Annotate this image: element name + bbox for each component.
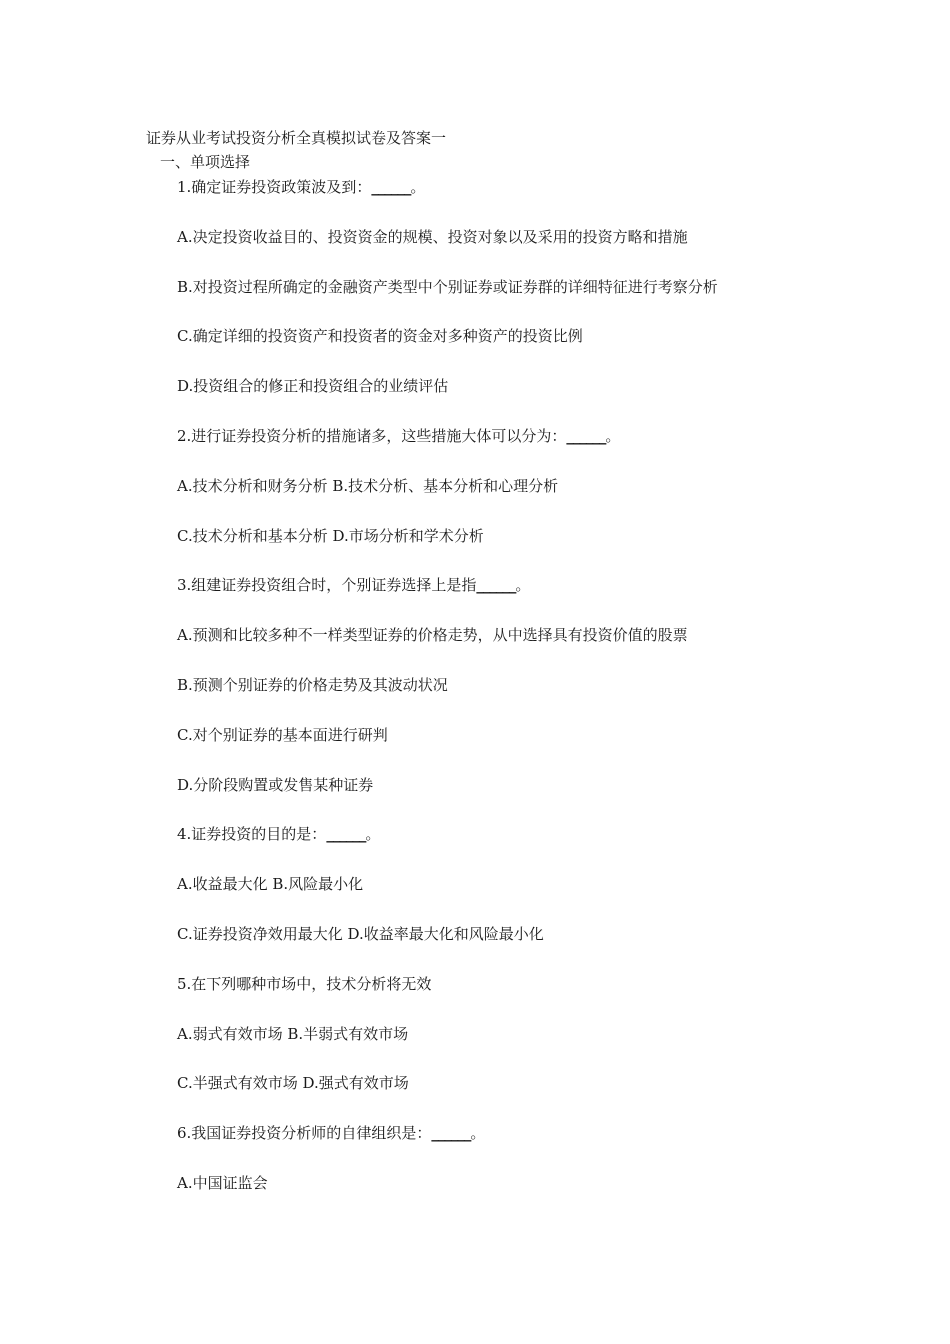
- option-text: B.对投资过程所确定的金融资产类型中个别证券或证券群的详细特征进行考察分析: [177, 278, 718, 296]
- option-text: D.投资组合的修正和投资组合的业绩评估: [177, 377, 449, 395]
- question-text: 6.我国证券投资分析师的自律组织是：: [177, 1124, 432, 1142]
- question-stem: [177, 824, 380, 844]
- answer-blank: ______: [431, 1124, 471, 1142]
- option-text: C.证券投资净效用最大化 D.收益率最大化和风险最小化: [177, 925, 544, 943]
- answer-option: [177, 376, 448, 396]
- question-stem: [177, 575, 530, 595]
- option-text: C.技术分析和基本分析 D.市场分析和学术分析: [177, 527, 484, 545]
- answer-option: [177, 625, 688, 645]
- answer-blank: ______: [326, 825, 366, 843]
- answer-option: [177, 227, 688, 247]
- option-text: A.弱式有效市场 B.半弱式有效市场: [177, 1025, 409, 1043]
- answer-option: [177, 277, 718, 297]
- answer-option: [177, 326, 583, 346]
- option-text: A.决定投资收益目的、投资资金的规模、投资对象以及采用的投资方略和措施: [177, 228, 688, 246]
- question-punctuation: 。: [605, 427, 621, 445]
- document-title: 证券从业考试投资分析全真模拟试卷及答案一: [146, 129, 447, 147]
- question-text: 2.进行证券投资分析的措施诸多，这些措施大体可以分为：: [177, 427, 567, 445]
- option-text: A.收益最大化 B.风险最小化: [177, 875, 364, 893]
- answer-option: [177, 476, 558, 496]
- question-punctuation: 。: [515, 576, 531, 594]
- option-text: A.中国证监会: [177, 1174, 268, 1192]
- answer-blank: ______: [566, 427, 606, 445]
- answer-option: [177, 1173, 268, 1193]
- question-stem: [177, 1123, 485, 1143]
- section-heading: 一、单项选择: [160, 153, 251, 171]
- question-punctuation: 。: [470, 1124, 486, 1142]
- option-text: D.分阶段购置或发售某种证券: [177, 776, 374, 794]
- answer-option: [177, 1073, 409, 1093]
- option-text: C.确定详细的投资资产和投资者的资金对多种资产的投资比例: [177, 327, 583, 345]
- answer-blank: ______: [371, 178, 411, 196]
- answer-option: [177, 775, 373, 795]
- question-punctuation: 。: [365, 825, 381, 843]
- question-text: 3.组建证券投资组合时，个别证券选择上是指: [177, 576, 477, 594]
- answer-option: [177, 1024, 408, 1044]
- question-stem: [177, 974, 431, 994]
- option-text: A.技术分析和财务分析 B.技术分析、基本分析和心理分析: [177, 477, 559, 495]
- answer-option: [177, 725, 388, 745]
- answer-option: [177, 675, 448, 695]
- answer-option: [177, 924, 544, 944]
- answer-blank: ______: [476, 576, 516, 594]
- answer-option: [177, 526, 484, 546]
- question-stem: [177, 426, 620, 446]
- question-punctuation: 。: [410, 178, 426, 196]
- answer-option: [177, 874, 363, 894]
- option-text: B.预测个别证券的价格走势及其波动状况: [177, 676, 448, 694]
- option-text: A.预测和比较多种不一样类型证券的价格走势，从中选择具有投资价值的股票: [177, 626, 688, 644]
- option-text: C.对个别证券的基本面进行研判: [177, 726, 388, 744]
- question-text: 4.证券投资的目的是：: [177, 825, 327, 843]
- option-text: C.半强式有效市场 D.强式有效市场: [177, 1074, 409, 1092]
- question-text: 1.确定证券投资政策波及到：: [177, 178, 372, 196]
- question-stem: [177, 177, 425, 197]
- question-text: 5.在下列哪种市场中，技术分析将无效: [177, 975, 432, 993]
